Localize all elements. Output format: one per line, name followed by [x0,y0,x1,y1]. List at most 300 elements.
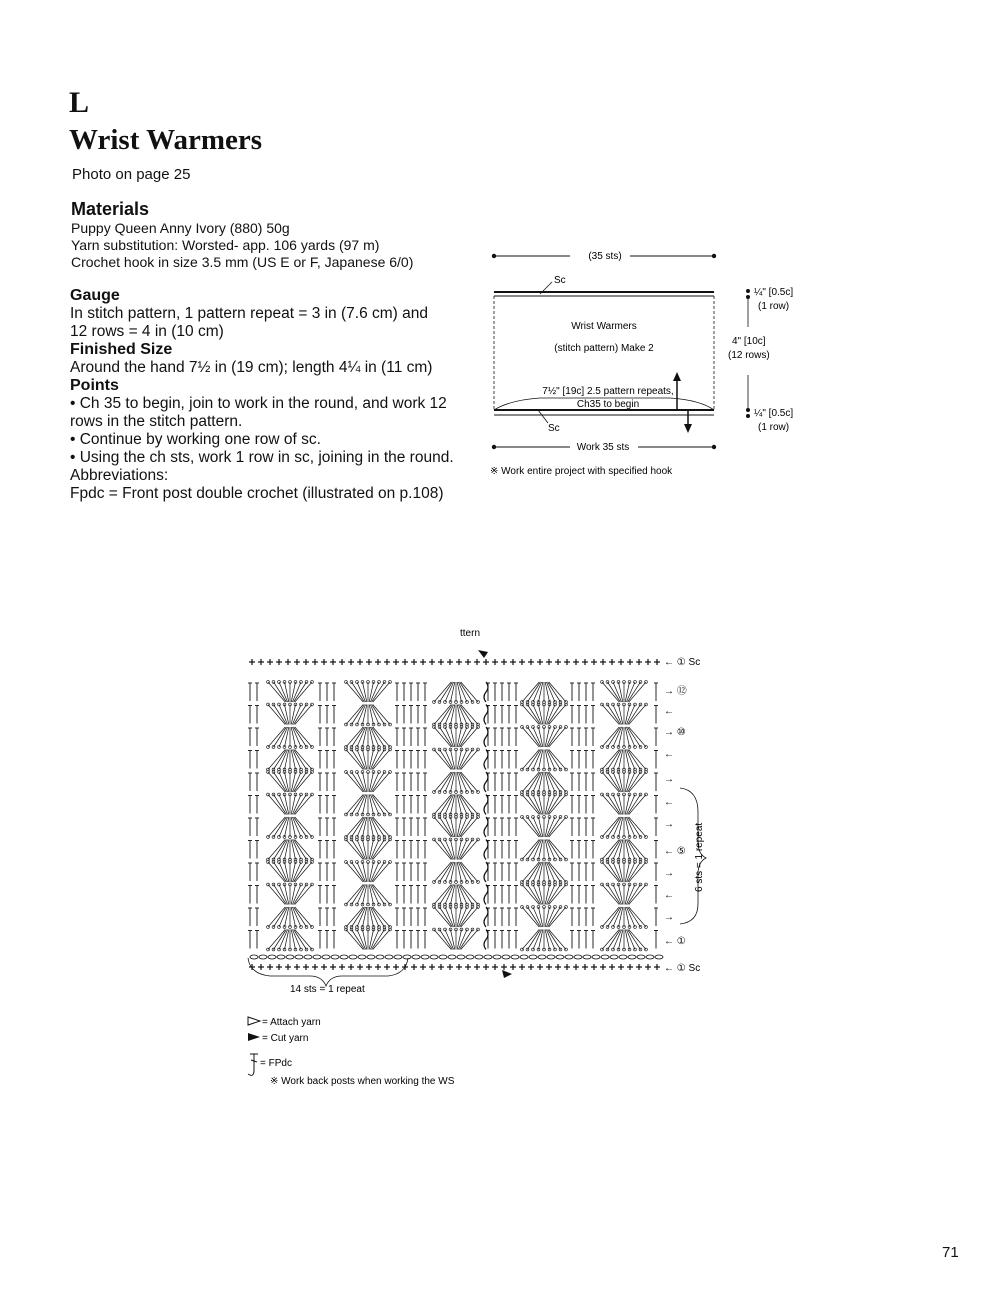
sc-stitch-icon [618,964,624,970]
sc-stitch-icon [438,964,444,970]
dc-stitch-icon [416,908,420,926]
dc-stitch-icon [493,773,497,791]
dc-stitch-icon [255,841,259,859]
dc-stitch-icon [500,886,504,904]
fpdc-stitch-icon [484,727,488,747]
sc-stitch-icon [420,964,426,970]
dc-stitch-icon [409,796,413,814]
chart-row-labels [664,657,700,974]
dc-stitch-icon [395,818,399,836]
dc-stitch-icon [514,796,518,814]
sc-stitch-icon [474,964,480,970]
sc-stitch-icon [294,964,300,970]
dc-stitch-icon [493,706,497,724]
chain-stitch-icon [403,955,411,959]
dc-stitch-icon [255,683,259,701]
dc-stitch-icon [325,728,329,746]
chain-stitch-icon [412,955,420,959]
fan-stitch-icon [601,883,648,904]
dc-stitch-icon [423,728,427,746]
sc-stitch-icon [501,659,507,665]
dc-stitch-icon [409,908,413,926]
dc-stitch-icon [332,841,336,859]
dc-stitch-icon [507,751,511,769]
dc-stitch-icon [248,773,252,791]
sc-stitch-icon [528,964,534,970]
page-title: Wrist Warmers [69,124,263,156]
points-line: • Using the ch sts, work 1 row in sc, joining in the round. [70,449,454,466]
chain-stitch-icon [358,955,366,959]
dc-stitch-icon [332,818,336,836]
chart-row-label: → [664,868,674,879]
dc-stitch-icon [584,751,588,769]
dc-stitch-icon [248,908,252,926]
dc-stitch-icon [584,908,588,926]
fan-stitch-icon [433,885,480,906]
chain-stitch-icon [430,955,438,959]
dc-stitch-icon [325,908,329,926]
chart-row-label: ← ① [664,936,686,947]
sc-stitch-icon [537,964,543,970]
sc-stitch-icon [483,964,489,970]
chain-stitch-icon [304,955,312,959]
dc-stitch-icon [584,796,588,814]
fan-stitch-icon [267,681,314,702]
dc-stitch-icon [577,796,581,814]
dc-stitch-icon [248,683,252,701]
dc-stitch-icon [255,908,259,926]
sc-stitch-icon [258,964,264,970]
dc-stitch-icon [255,773,259,791]
sc-stitch-icon [654,659,660,665]
schematic-sc-bottom: Sc [548,423,560,434]
sc-stitch-icon [519,964,525,970]
fpdc-stitch-icon [484,705,488,725]
fan-stitch-icon [521,840,568,861]
dc-stitch-icon [507,818,511,836]
dc-stitch-icon [325,773,329,791]
dc-stitch-icon [409,773,413,791]
dc-stitch-icon [514,728,518,746]
dc-stitch-icon [591,728,595,746]
chain-stitch-icon [439,955,447,959]
dc-stitch-icon [318,773,322,791]
dc-stitch-icon [577,683,581,701]
dc-stitch-icon [255,751,259,769]
fan-stitch-icon [267,727,314,748]
dc-stitch-icon [584,706,588,724]
attach-yarn-icon [248,1017,260,1025]
sc-stitch-icon [258,659,264,665]
dc-stitch-icon [423,751,427,769]
fan-stitch-icon [433,682,480,703]
dc-stitch-icon [255,931,259,949]
chain-stitch-icon [574,955,582,959]
dc-stitch-icon [416,751,420,769]
chain-stitch-icon [637,955,645,959]
fan-stitch-icon [433,705,480,726]
page-number: 71 [942,1244,959,1261]
fan-stitch-icon [267,840,314,861]
chain-stitch-icon [457,955,465,959]
chain-stitch-icon [601,955,609,959]
chain-stitch-icon [331,955,339,959]
sc-stitch-icon [600,964,606,970]
fan-stitch-icon [267,861,314,882]
dc-stitch-icon [395,886,399,904]
fan-stitch-icon [521,703,568,724]
materials-list [71,220,413,271]
fan-stitch-icon [601,681,648,702]
dc-stitch-icon [409,863,413,881]
dc-stitch-icon [577,841,581,859]
dc-stitch-icon [493,886,497,904]
dc-stitch-icon [507,863,511,881]
dc-stitch-icon [493,818,497,836]
points-line: • Ch 35 to begin, join to work in the round, and work 12 [70,395,447,412]
fan-stitch-icon [267,907,314,928]
dc-stitch-icon [409,728,413,746]
schematic-top-dim2: (1 row) [758,301,790,312]
cut-yarn-icon [248,1033,260,1041]
fan-stitch-icon [267,883,314,904]
chain-stitch-icon [565,955,573,959]
dc-stitch-icon [514,773,518,791]
fan-stitch-icon [433,838,480,859]
schematic-mid-dim1: 4" [10c] [732,336,766,347]
dc-stitch-icon [395,683,399,701]
dc-stitch-icon [500,728,504,746]
chain-stitch-icon [493,955,501,959]
dc-stitch-icon [591,773,595,791]
chart-row-label: ← [664,706,674,717]
sc-stitch-icon [645,964,651,970]
fan-stitch-icon [345,907,392,928]
dc-stitch-icon [409,818,413,836]
dc-stitch-icon [325,841,329,859]
fpdc-stitch-icon [484,862,488,882]
dc-stitch-icon [591,931,595,949]
fan-stitch-icon [345,748,392,769]
chart-top-label: ttern [460,628,481,639]
sc-stitch-icon [312,659,318,665]
sc-stitch-icon [591,659,597,665]
chain-stitch-icon [313,955,321,959]
dc-stitch-icon [570,751,574,769]
dc-stitch-icon [416,931,420,949]
dc-stitch-icon [402,773,406,791]
chain-stitch-icon [484,955,492,959]
dc-stitch-icon [500,841,504,859]
dc-stitch-icon [514,818,518,836]
sc-stitch-icon [501,964,507,970]
dc-stitch-icon [493,728,497,746]
dc-stitch-icon [584,728,588,746]
chain-stitch-icon [610,955,618,959]
dc-stitch-icon [409,931,413,949]
sc-stitch-icon [267,659,273,665]
chain-stitch-icon [421,955,429,959]
chart-row-label: ← [664,890,674,901]
fan-stitch-icon [345,838,392,859]
dc-stitch-icon [395,796,399,814]
materials-line: Yarn substitution: Worsted- app. 106 yards (97 m) [71,237,380,253]
sc-stitch-icon [384,659,390,665]
fan-stitch-icon [433,862,480,883]
fan-stitch-icon [267,703,314,724]
chain-stitch-icon [448,955,456,959]
dc-stitch-icon [423,818,427,836]
dc-stitch-icon [500,773,504,791]
sc-stitch-icon [411,659,417,665]
sc-stitch-icon [609,964,615,970]
dc-stitch-icon [409,886,413,904]
dc-stitch-icon [325,751,329,769]
dc-stitch-icon [423,931,427,949]
sc-stitch-icon [348,659,354,665]
dc-stitch-icon [248,818,252,836]
chain-stitch-icon [502,955,510,959]
sc-stitch-icon [447,659,453,665]
schematic-bot-dim1: ¼" [0.5c] [754,408,794,419]
finished-size-heading: Finished Size [70,341,173,358]
dc-stitch-icon [654,751,658,769]
dc-stitch-icon [514,931,518,949]
fpdc-icon [248,1054,258,1075]
schematic-diagram [470,240,810,485]
sc-stitch-icon [366,659,372,665]
sc-stitch-icon [393,659,399,665]
sc-stitch-icon [636,964,642,970]
dc-stitch-icon [325,706,329,724]
sc-stitch-icon [573,659,579,665]
fan-stitch-icon [601,727,648,748]
sc-stitch-icon [618,659,624,665]
sc-stitch-icon [330,659,336,665]
points-line: rows in the stitch pattern. [70,413,243,430]
dc-stitch-icon [570,706,574,724]
dc-stitch-icon [255,863,259,881]
chart-row-label: ← ① Sc [664,657,701,668]
gauge-line: In stitch pattern, 1 pattern repeat = 3 in (7.6 cm) and [70,305,428,322]
sc-stitch-icon [492,964,498,970]
dc-stitch-icon [332,908,336,926]
fpdc-stitch-icon [484,817,488,837]
schematic-bottom-width: Work 35 sts [576,442,630,453]
dc-stitch-icon [325,818,329,836]
fan-stitch-icon [601,750,648,771]
legend-cut: = Cut yarn [262,1033,309,1044]
fan-stitch-icon [345,885,392,906]
chain-stitch-icon [349,955,357,959]
dc-stitch-icon [570,886,574,904]
dc-stitch-icon [514,886,518,904]
chain-stitch-icon [520,955,528,959]
dc-stitch-icon [416,841,420,859]
sc-stitch-icon [294,659,300,665]
dc-stitch-icon [514,841,518,859]
fan-stitch-icon [521,793,568,814]
schematic-note: ※ Work entire project with specified hook [490,466,673,477]
chain-stitch-icon [295,955,303,959]
dc-stitch-icon [416,796,420,814]
dc-stitch-icon [402,863,406,881]
dc-stitch-icon [402,931,406,949]
fan-stitch-icon [345,705,392,726]
fpdc-stitch-icon [484,907,488,927]
dc-stitch-icon [584,863,588,881]
sc-stitch-icon [357,659,363,665]
dc-stitch-icon [591,751,595,769]
dc-stitch-icon [591,863,595,881]
dc-stitch-icon [332,683,336,701]
chain-stitch-icon [628,955,636,959]
dc-stitch-icon [248,886,252,904]
chart-row-label: → ⑩ [664,727,686,738]
dc-stitch-icon [255,728,259,746]
fan-stitch-icon [267,771,314,792]
schematic-name: Wrist Warmers [571,321,637,332]
fan-stitch-icon [521,816,568,837]
chain-stitch-icon [592,955,600,959]
abbreviations-heading: Abbreviations: [70,467,169,484]
sc-stitch-icon [357,964,363,970]
sc-stitch-icon [510,659,516,665]
sc-stitch-icon [321,964,327,970]
points-line: • Continue by working one row of sc. [70,431,321,448]
dc-stitch-icon [248,728,252,746]
fan-stitch-icon [521,883,568,904]
dc-stitch-icon [507,908,511,926]
chain-stitch-icon [277,955,285,959]
fpdc-stitch-icon [484,772,488,792]
fpdc-stitch-icon [484,795,488,815]
sc-stitch-icon [402,659,408,665]
dc-stitch-icon [514,683,518,701]
sc-stitch-icon [375,964,381,970]
dc-stitch-icon [493,751,497,769]
chart-row-label: ← [664,749,674,760]
dc-stitch-icon [395,751,399,769]
dc-stitch-icon [570,818,574,836]
dc-stitch-icon [591,796,595,814]
sc-stitch-icon [564,964,570,970]
dc-stitch-icon [248,841,252,859]
legend-attach: = Attach yarn [262,1017,321,1028]
chart-row-label: ← ① Sc [664,963,701,974]
fan-stitch-icon [521,862,568,883]
fan-stitch-icon [521,726,568,747]
fan-stitch-icon [433,795,480,816]
dc-stitch-icon [591,908,595,926]
sc-stitch-icon [555,659,561,665]
dc-stitch-icon [423,863,427,881]
dc-stitch-icon [332,751,336,769]
schematic-sc-top: Sc [554,275,566,286]
sc-stitch-icon [609,659,615,665]
dc-stitch-icon [570,863,574,881]
dc-stitch-icon [654,841,658,859]
chart-row-label: → ⑫ [664,686,687,697]
dc-stitch-icon [423,683,427,701]
dc-stitch-icon [325,863,329,881]
dc-stitch-icon [325,683,329,701]
dc-stitch-icon [416,773,420,791]
dc-stitch-icon [577,863,581,881]
sc-stitch-icon [546,659,552,665]
fan-stitch-icon [345,861,392,882]
dc-stitch-icon [507,706,511,724]
sc-stitch-icon [654,964,660,970]
dc-stitch-icon [654,908,658,926]
sc-stitch-icon [420,659,426,665]
dc-stitch-icon [332,931,336,949]
dc-stitch-icon [500,863,504,881]
dc-stitch-icon [402,751,406,769]
dc-stitch-icon [591,706,595,724]
fpdc-stitch-icon [484,750,488,770]
dc-stitch-icon [514,706,518,724]
sc-stitch-icon [348,964,354,970]
dc-stitch-icon [500,796,504,814]
dc-stitch-icon [500,706,504,724]
dc-stitch-icon [318,728,322,746]
dc-stitch-icon [318,863,322,881]
dc-stitch-icon [493,863,497,881]
photo-reference: Photo on page 25 [72,166,191,183]
chain-stitch-icon [250,955,258,959]
dc-stitch-icon [654,728,658,746]
fan-stitch-icon [433,816,480,837]
dc-stitch-icon [318,751,322,769]
sc-stitch-icon [456,659,462,665]
fan-stitch-icon [601,861,648,882]
dc-stitch-icon [402,683,406,701]
dc-stitch-icon [584,841,588,859]
dc-stitch-icon [654,773,658,791]
dc-stitch-icon [402,796,406,814]
dc-stitch-icon [493,908,497,926]
sc-stitch-icon [429,659,435,665]
sc-stitch-icon [321,659,327,665]
dc-stitch-icon [577,931,581,949]
dc-stitch-icon [318,931,322,949]
dc-stitch-icon [570,841,574,859]
sc-stitch-icon [528,659,534,665]
fan-stitch-icon [521,906,568,927]
dc-stitch-icon [423,886,427,904]
sc-stitch-icon [339,964,345,970]
dc-stitch-icon [584,773,588,791]
schematic-mid-dim2: (12 rows) [728,350,770,361]
dc-stitch-icon [584,931,588,949]
dc-stitch-icon [325,886,329,904]
dc-stitch-icon [507,683,511,701]
dc-stitch-icon [255,706,259,724]
dc-stitch-icon [248,706,252,724]
sc-stitch-icon [645,659,651,665]
dc-stitch-icon [423,706,427,724]
dc-stitch-icon [423,841,427,859]
dc-stitch-icon [654,796,658,814]
dc-stitch-icon [514,751,518,769]
sc-stitch-icon [591,964,597,970]
fpdc-stitch-icon [484,840,488,860]
dc-stitch-icon [332,706,336,724]
sc-stitch-icon [429,964,435,970]
sc-stitch-icon [474,659,480,665]
dc-stitch-icon [654,818,658,836]
